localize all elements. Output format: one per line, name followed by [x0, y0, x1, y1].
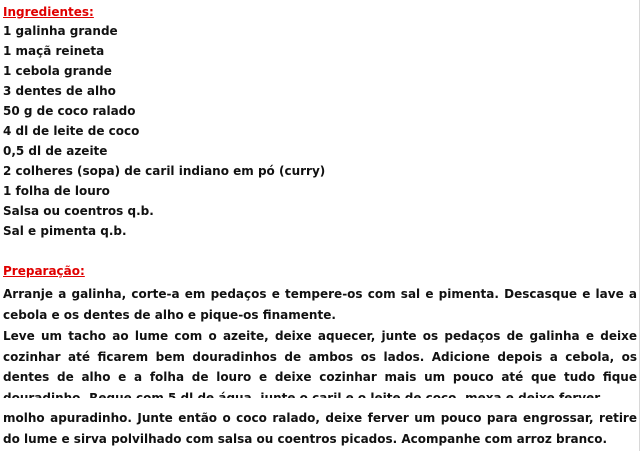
ingredient-item: 1 cebola grande — [3, 64, 112, 78]
preparation-heading: Preparação: — [3, 264, 85, 278]
ingredient-item: 50 g de coco ralado — [3, 104, 136, 118]
ingredient-item: 1 galinha grande — [3, 24, 118, 38]
preparation-paragraph-1: Arranje a galinha, corte-a em pedaços e tempere-os com sal e pimenta. Descasque e lave a cebola e os dentes de alho e pique-os finamente. — [3, 287, 637, 322]
ingredient-item: 4 dl de leite de coco — [3, 124, 140, 138]
page-break-gap — [3, 398, 637, 410]
ingredient-item: 2 colheres (sopa) de caril indiano em pó (curry) — [3, 164, 326, 178]
ingredient-item: 3 dentes de alho — [3, 84, 116, 98]
ingredient-item: Sal e pimenta q.b. — [3, 224, 127, 238]
ingredient-item: 0,5 dl de azeite — [3, 144, 108, 158]
preparation-paragraph-3: molho apuradinho. Junte então o coco ralado, deixe ferver um pouco para engrossar, retire do lume e sirva polvilhado com salsa ou coentros picados. Acompanhe com arroz branco. — [3, 411, 637, 446]
preparation-paragraph-2: Leve um tacho ao lume com o azeite, deixe aquecer, junte os pedaços de galinha e deixe cozinhar até ficarem bem douradinhos de ambos os lados. Adicione depois a cebola, os dentes de alho e a folha de louro e deixe cozinhar mais um pouco até que tudo fique — [3, 329, 637, 384]
ingredient-item: 1 folha de louro — [3, 184, 110, 198]
ingredient-item: 1 maçã reineta — [3, 44, 105, 58]
ingredient-item: Salsa ou coentros q.b. — [3, 204, 154, 218]
ingredients-heading: Ingredientes: — [3, 5, 94, 19]
